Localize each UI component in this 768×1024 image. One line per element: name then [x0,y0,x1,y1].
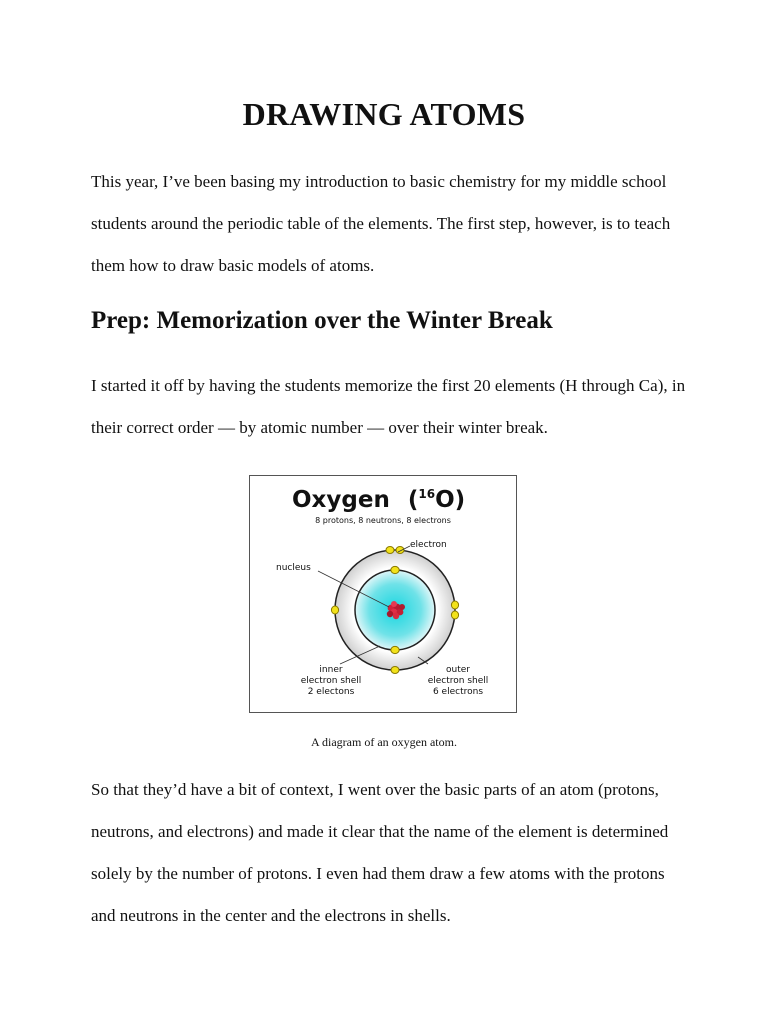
memorize-paragraph: I started it off by having the students memorize the first 20 elements (H through Ca), in their correct order — by atomic number — over their winter break. [91,376,686,437]
isotope-symbol: O [435,487,455,513]
section-heading: Prep: Memorization over the Winter Break [91,307,553,334]
oxygen-atom-figure [249,475,517,713]
figure-subtitle: 8 protons, 8 neutrons, 8 electrons [315,516,451,525]
outer-shell-label-line3: 6 electrons [432,687,484,697]
oxygen-atom-diagram [250,476,516,712]
inner-shell-label-line1: inner [319,665,343,675]
outer-shell-label-line1: outer [446,665,470,675]
intro-paragraph: This year, I’ve been basing my introduction to basic chemistry for my middle school students around the periodic table of the elements. The first step, however, is to teach them how to draw basic models of atoms. [91,172,671,275]
nucleus-label: nucleus [276,563,311,573]
element-name: Oxygen [292,487,390,513]
page-title: DRAWING ATOMS [242,96,526,132]
inner-shell-label-line3: 2 electons [307,687,355,697]
context-paragraph: So that they’d have a bit of context, I went over the basic parts of an atom (protons, neutrons, and electrons) and made it clear that the name of the element is determined solely by the number of protons. I even had them draw a few atoms with the protons and neutrons in the center and the electrons in shells. [91,780,669,925]
figure-heading: Oxygen ($^{16}$O) [292,487,466,513]
outer-shell-label-line2: electron shell [427,676,489,686]
isotope-mass: 16 [418,487,436,501]
electron-label: electron [410,540,447,550]
figure-caption: A diagram of an oxygen atom. [311,735,457,749]
inner-shell-label-line2: electron shell [300,676,362,686]
